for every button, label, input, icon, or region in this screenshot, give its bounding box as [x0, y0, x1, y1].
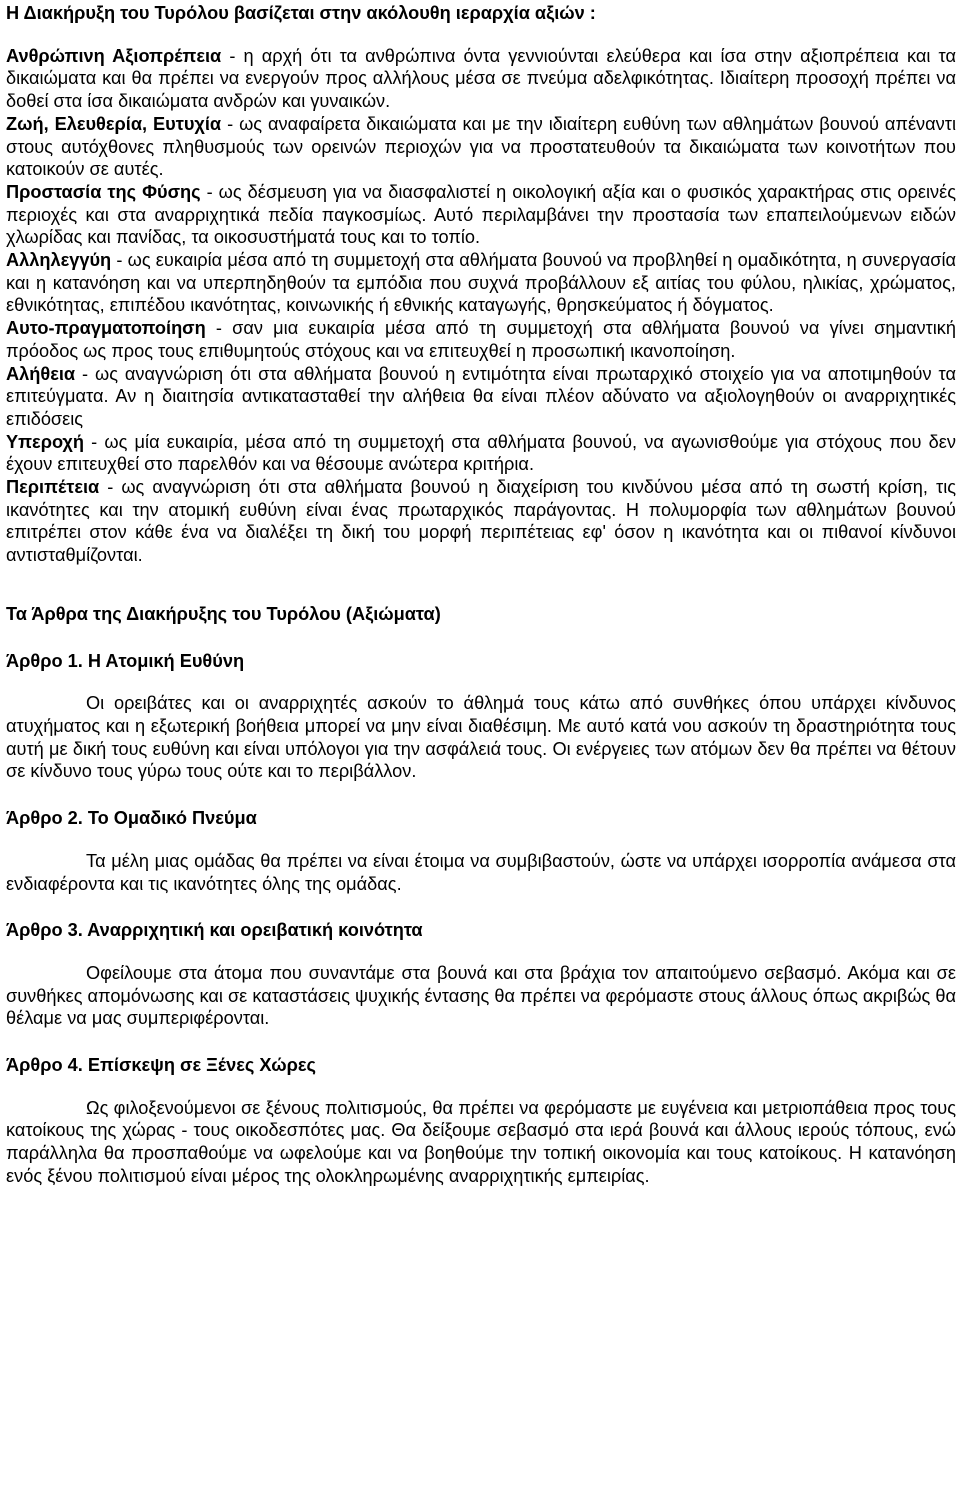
value-term: Ανθρώπινη Αξιοπρέπεια [6, 45, 222, 66]
value-item [6, 45, 956, 113]
article-title: Άρθρο 4. Επίσκεψη σε Ξένες Χώρες [6, 1055, 316, 1076]
values-list [6, 45, 956, 567]
value-term: Αλληλεγγύη [6, 250, 112, 271]
value-term: Αλήθεια [6, 363, 76, 384]
value-term: Αυτο-πραγματοποίηση [6, 318, 206, 339]
article-text: Οφείλουμε στα άτομα που συναντάμε στα βουνά και στα βράχια τον απαιτούμενο σεβασμό. Ακόμα και σε συνθήκες απομόνωσης και σε καταστάσεις ψυχικής έντασης θα πρέπει να φερόμαστε στους άλλους όπως ακριβώς θα θέλαμε να μας συμπεριφέρονται. [6, 962, 956, 1029]
value-text: - σαν μια ευκαιρία μέσα από τη συμμετοχή στα αθλήματα βουνού να γίνει σημαντική πρόοδος ως προς τους επιθυμητούς στόχους και να επιτευχθεί η προσωπική ικανοποίηση. [6, 318, 956, 361]
value-text: - ως αναγνώριση ότι στα αθλήματα βουνού η διαχείριση του κινδύνου μέσα από τη σωστή κρίση, τις ικανότητες και την ατομική ευθύνη είναι ένας πρωταρχικός παράγοντας. Η πολυμορφία των αθλημάτων βουνού επιτρέπει στον κάθε ένα να διαλέξει τη δική του μορφή περιπέτειας εφ' όσον η ικανότητα και οι πιθανοί κίνδυνοι αντισταθμίζονται. [6, 477, 956, 566]
value-item [6, 431, 956, 476]
article-text: Ως φιλοξενούμενοι σε ξένους πολιτισμούς, θα πρέπει να φερόμαστε με ευγένεια και μετριοπάθεια προς τους κατοίκους της χώρας - τους οικοδεσπότες μας. Θα δείξουμε σεβασμό στα ιερά βουνά και άλλους ιερούς τόπους, ενώ παράλληλα θα προσπαθούμε να ωφελούμε και να βοηθούμε την τοπική οικονομία και τους κατοίκους. Η κατανόηση ενός ξένου πολιτισμού είναι μέρος της ολοκληρωμένης αναρριχητικής εμπειρίας. [6, 1097, 956, 1186]
article-text: Οι ορειβάτες και οι αναρριχητές ασκούν το άθλημά τους κάτω από συνθήκες όπου υπάρχει κίνδυνος ατυχήματος και η εξωτερική βοήθεια μπορεί να μην είναι διαθέσιμη. Με αυτό κατά νου ασκούν τη δραστηριότητα τους αυτή με δική τους ευθύνη και είναι υπόλογοι για την ασφάλειά τους. Οι ενέργειες των ατόμων δεν θα πρέπει να θέτουν σε κίνδυνο τους γύρω τους ούτε και το περιβάλλον. [6, 693, 956, 782]
value-item [6, 317, 956, 362]
value-text: - ως αναφαίρετα δικαιώματα και με την ιδιαίτερη ευθύνη των αθλημάτων βουνού απέναντι στους αυτόχθονες πληθυσμούς των ορεινών περιοχών για να προστατευθούν τα δικαιώματα των κοινοτήτων που κατοικούν σε αυτές. [6, 113, 956, 180]
articles-heading: Τα Άρθρα της Διακήρυξης του Τυρόλου (Αξιώματα) [6, 603, 441, 624]
value-item [6, 363, 956, 431]
value-item [6, 181, 956, 249]
article-title: Άρθρο 3. Αναρριχητική και ορειβατική κοινότητα [6, 920, 423, 941]
value-term: Προστασία της Φύσης [6, 181, 201, 202]
value-item [6, 476, 956, 567]
article-title: Άρθρο 2. Το Ομαδικό Πνεύμα [6, 808, 257, 829]
value-text: - ως ευκαιρία μέσα από τη συμμετοχή στα αθλήματα βουνού να προβληθεί η ομαδικότητα, η συνεργασία και η κατανόηση και να υπερπηδηθούν τα εμπόδια που συχνά προβάλλουν εξ αιτίας του φύλου, ηλικίας, χρώματος, εθνικότητας, επιπέδου ικανότητας, κοινωνικής ή εθνικής καταγωγής, θρησκεύματος ή δόγματος. [6, 250, 956, 316]
value-text: - η αρχή ότι τα ανθρώπινα όντα γεννιούνται ελεύθερα και ίσα στην αξιοπρέπεια και τα δικαιώματα και θα πρέπει να ενεργούν προς αλλήλους μέσα σε πνεύμα αδελφικότητας. Ιδιαίτερη προσοχή πρέπει να δοθεί στα ίσα δικαιώματα ανδρών και γυναικών. [6, 45, 956, 112]
value-term: Ζωή, Ελευθερία, Ευτυχία [6, 113, 222, 134]
value-text: - ως αναγνώριση ότι στα αθλήματα βουνού η εντιμότητα είναι πρωταρχικό στοιχείο για να αποτιμηθούν τα επιτεύγματα. Αν η διαιτησία αντικατασταθεί την αλήθεια θα είναι πλέον αδύνατο να αξιολογηθούν οι αναρριχητικές επιδόσεις [6, 363, 956, 429]
value-item [6, 113, 956, 181]
intro-heading: Η Διακήρυξη του Τυρόλου βασίζεται στην ακόλουθη ιεραρχία αξιών : [6, 3, 596, 23]
article-title: Άρθρο 1. Η Ατομική Ευθύνη [6, 650, 245, 671]
article-text: Τα μέλη μιας ομάδας θα πρέπει να είναι έτοιμα να συμβιβαστούν, ώστε να υπάρχει ισορροπία ανάμεσα στα ενδιαφέροντα και τις ικανότητες όλης της ομάδας. [6, 850, 956, 894]
value-item [6, 249, 956, 317]
value-text: - ως μία ευκαιρία, μέσα από τη συμμετοχή στα αθλήματα βουνού, να αγωνισθούμε για στόχους που δεν έχουν επιτευχθεί στο παρελθόν και να θέσουμε ανώτερα κριτήρια. [6, 431, 956, 475]
value-text: - ως δέσμευση για να διασφαλιστεί η οικολογική αξία και ο φυσικός χαρακτήρας στις ορεινές περιοχές και στα αναρριχητικά πεδία παγκοσμίως. Αυτό περιλαμβάνει την προστασία των επαπειλούμενων ειδών χλωρίδας και πανίδας, τα οικοσυστήματά τους και το τοπίο. [6, 181, 956, 248]
value-term: Υπεροχή [6, 431, 84, 452]
value-term: Περιπέτεια [6, 477, 100, 498]
